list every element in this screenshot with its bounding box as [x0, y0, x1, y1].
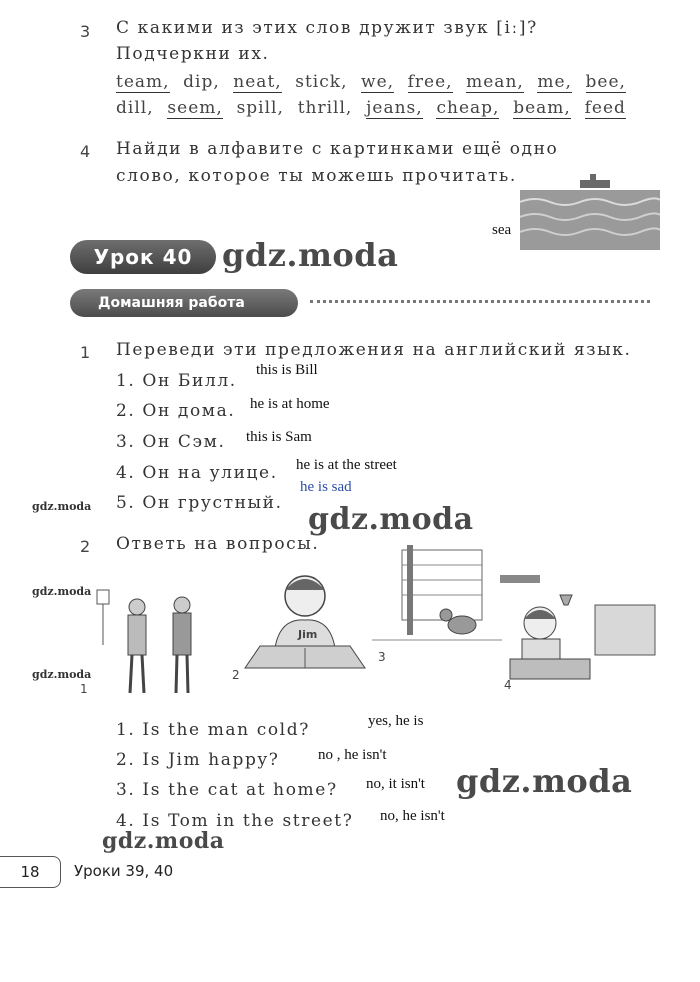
- picture-number-2: 2: [232, 668, 240, 682]
- word-mean: mean,: [466, 72, 524, 92]
- word-we: we,: [361, 72, 395, 92]
- shirt-label: Jim: [298, 628, 318, 641]
- hw2-answer-2: no , he isn't: [318, 747, 387, 763]
- watermark: gdz.moda: [456, 762, 633, 800]
- hw2-question-4: 4. Is Tom in the street?: [116, 811, 354, 831]
- word-jeans: jeans,: [366, 98, 423, 118]
- word-me: me,: [537, 72, 572, 92]
- hw2-question-2: 2. Is Jim happy?: [116, 750, 280, 770]
- picture-number-3: 3: [378, 650, 386, 664]
- hw1-instruction: Переведи эти предложения на английский язык.: [116, 340, 632, 360]
- hw1-answer-1: this is Bill: [256, 362, 318, 378]
- picture-jim: [240, 568, 370, 678]
- page-number: 18: [0, 856, 61, 888]
- footer-label: Уроки 39, 40: [74, 862, 174, 880]
- dotted-rule: [310, 300, 650, 303]
- word-dip: dip,: [183, 72, 220, 92]
- hw2-instruction: Ответь на вопросы.: [116, 534, 320, 554]
- hw1-item-1: 1. Он Билл.: [116, 371, 237, 391]
- hw1-number: 1: [80, 343, 91, 362]
- hw1-item-4: 4. Он на улице.: [116, 463, 278, 483]
- word-thrill: thrill,: [297, 98, 353, 118]
- picture-number-1: 1: [80, 682, 88, 696]
- hw1-answer-2: he is at home: [250, 396, 330, 412]
- watermark-small: gdz.moda: [32, 500, 92, 513]
- homework-title: Домашняя работа: [70, 289, 298, 317]
- word-spill: spill,: [236, 98, 284, 118]
- task3-words-row2: [116, 98, 626, 119]
- picture-cat-room: [372, 545, 502, 655]
- watermark: gdz.moda: [102, 828, 225, 854]
- task3-number: 3: [80, 22, 91, 41]
- word-cheap: cheap,: [436, 98, 500, 118]
- hw1-item-2: 2. Он дома.: [116, 401, 236, 421]
- task3-line2: Подчеркни их.: [116, 44, 270, 64]
- picture-number-4: 4: [504, 678, 512, 692]
- watermark-small: gdz.moda: [32, 668, 92, 681]
- hw2-answer-1: yes, he is: [368, 713, 424, 729]
- hw1-item-5: 5. Он грустный.: [116, 493, 283, 513]
- hw2-question-3: 3. Is the cat at home?: [116, 780, 338, 800]
- hw2-question-1: 1. Is the man cold?: [116, 720, 310, 740]
- task4-line1: Найди в алфавите с картинками ещё одно: [116, 139, 559, 159]
- picture-street: [92, 585, 212, 700]
- word-team: team,: [116, 72, 170, 92]
- word-feed: feed: [584, 98, 626, 118]
- word-stick: stick,: [295, 72, 348, 92]
- hw1-answer-4: he is at the street: [296, 457, 397, 473]
- sea-illustration: [520, 172, 660, 250]
- lesson-title: Урок 40: [70, 240, 216, 274]
- task4-line2: слово, которое ты можешь прочитать.: [116, 166, 517, 186]
- hw1-answer-5: he is sad: [300, 479, 352, 495]
- word-seem: seem,: [167, 98, 223, 118]
- hw1-item-3: 3. Он Сэм.: [116, 432, 226, 452]
- hw2-number: 2: [80, 537, 91, 556]
- picture-tom-room: [500, 575, 660, 690]
- task4-number: 4: [80, 142, 91, 161]
- word-free: free,: [407, 72, 453, 92]
- watermark: gdz.moda: [308, 502, 474, 537]
- word-neat: neat,: [233, 72, 282, 92]
- hw2-answer-4: no, he isn't: [380, 808, 445, 824]
- task3-words-row1: [116, 72, 626, 93]
- watermark-small: gdz.moda: [32, 585, 92, 598]
- task3-line1: С какими из этих слов дружит звук [iː]?: [116, 18, 538, 38]
- hw2-answer-3: no, it isn't: [366, 776, 425, 792]
- hw1-answer-3: this is Sam: [246, 429, 312, 445]
- word-bee: bee,: [585, 72, 626, 92]
- task4-answer: sea: [492, 222, 512, 238]
- watermark: gdz.moda: [222, 236, 399, 274]
- word-dill: dill,: [116, 98, 154, 118]
- word-beam: beam,: [513, 98, 571, 118]
